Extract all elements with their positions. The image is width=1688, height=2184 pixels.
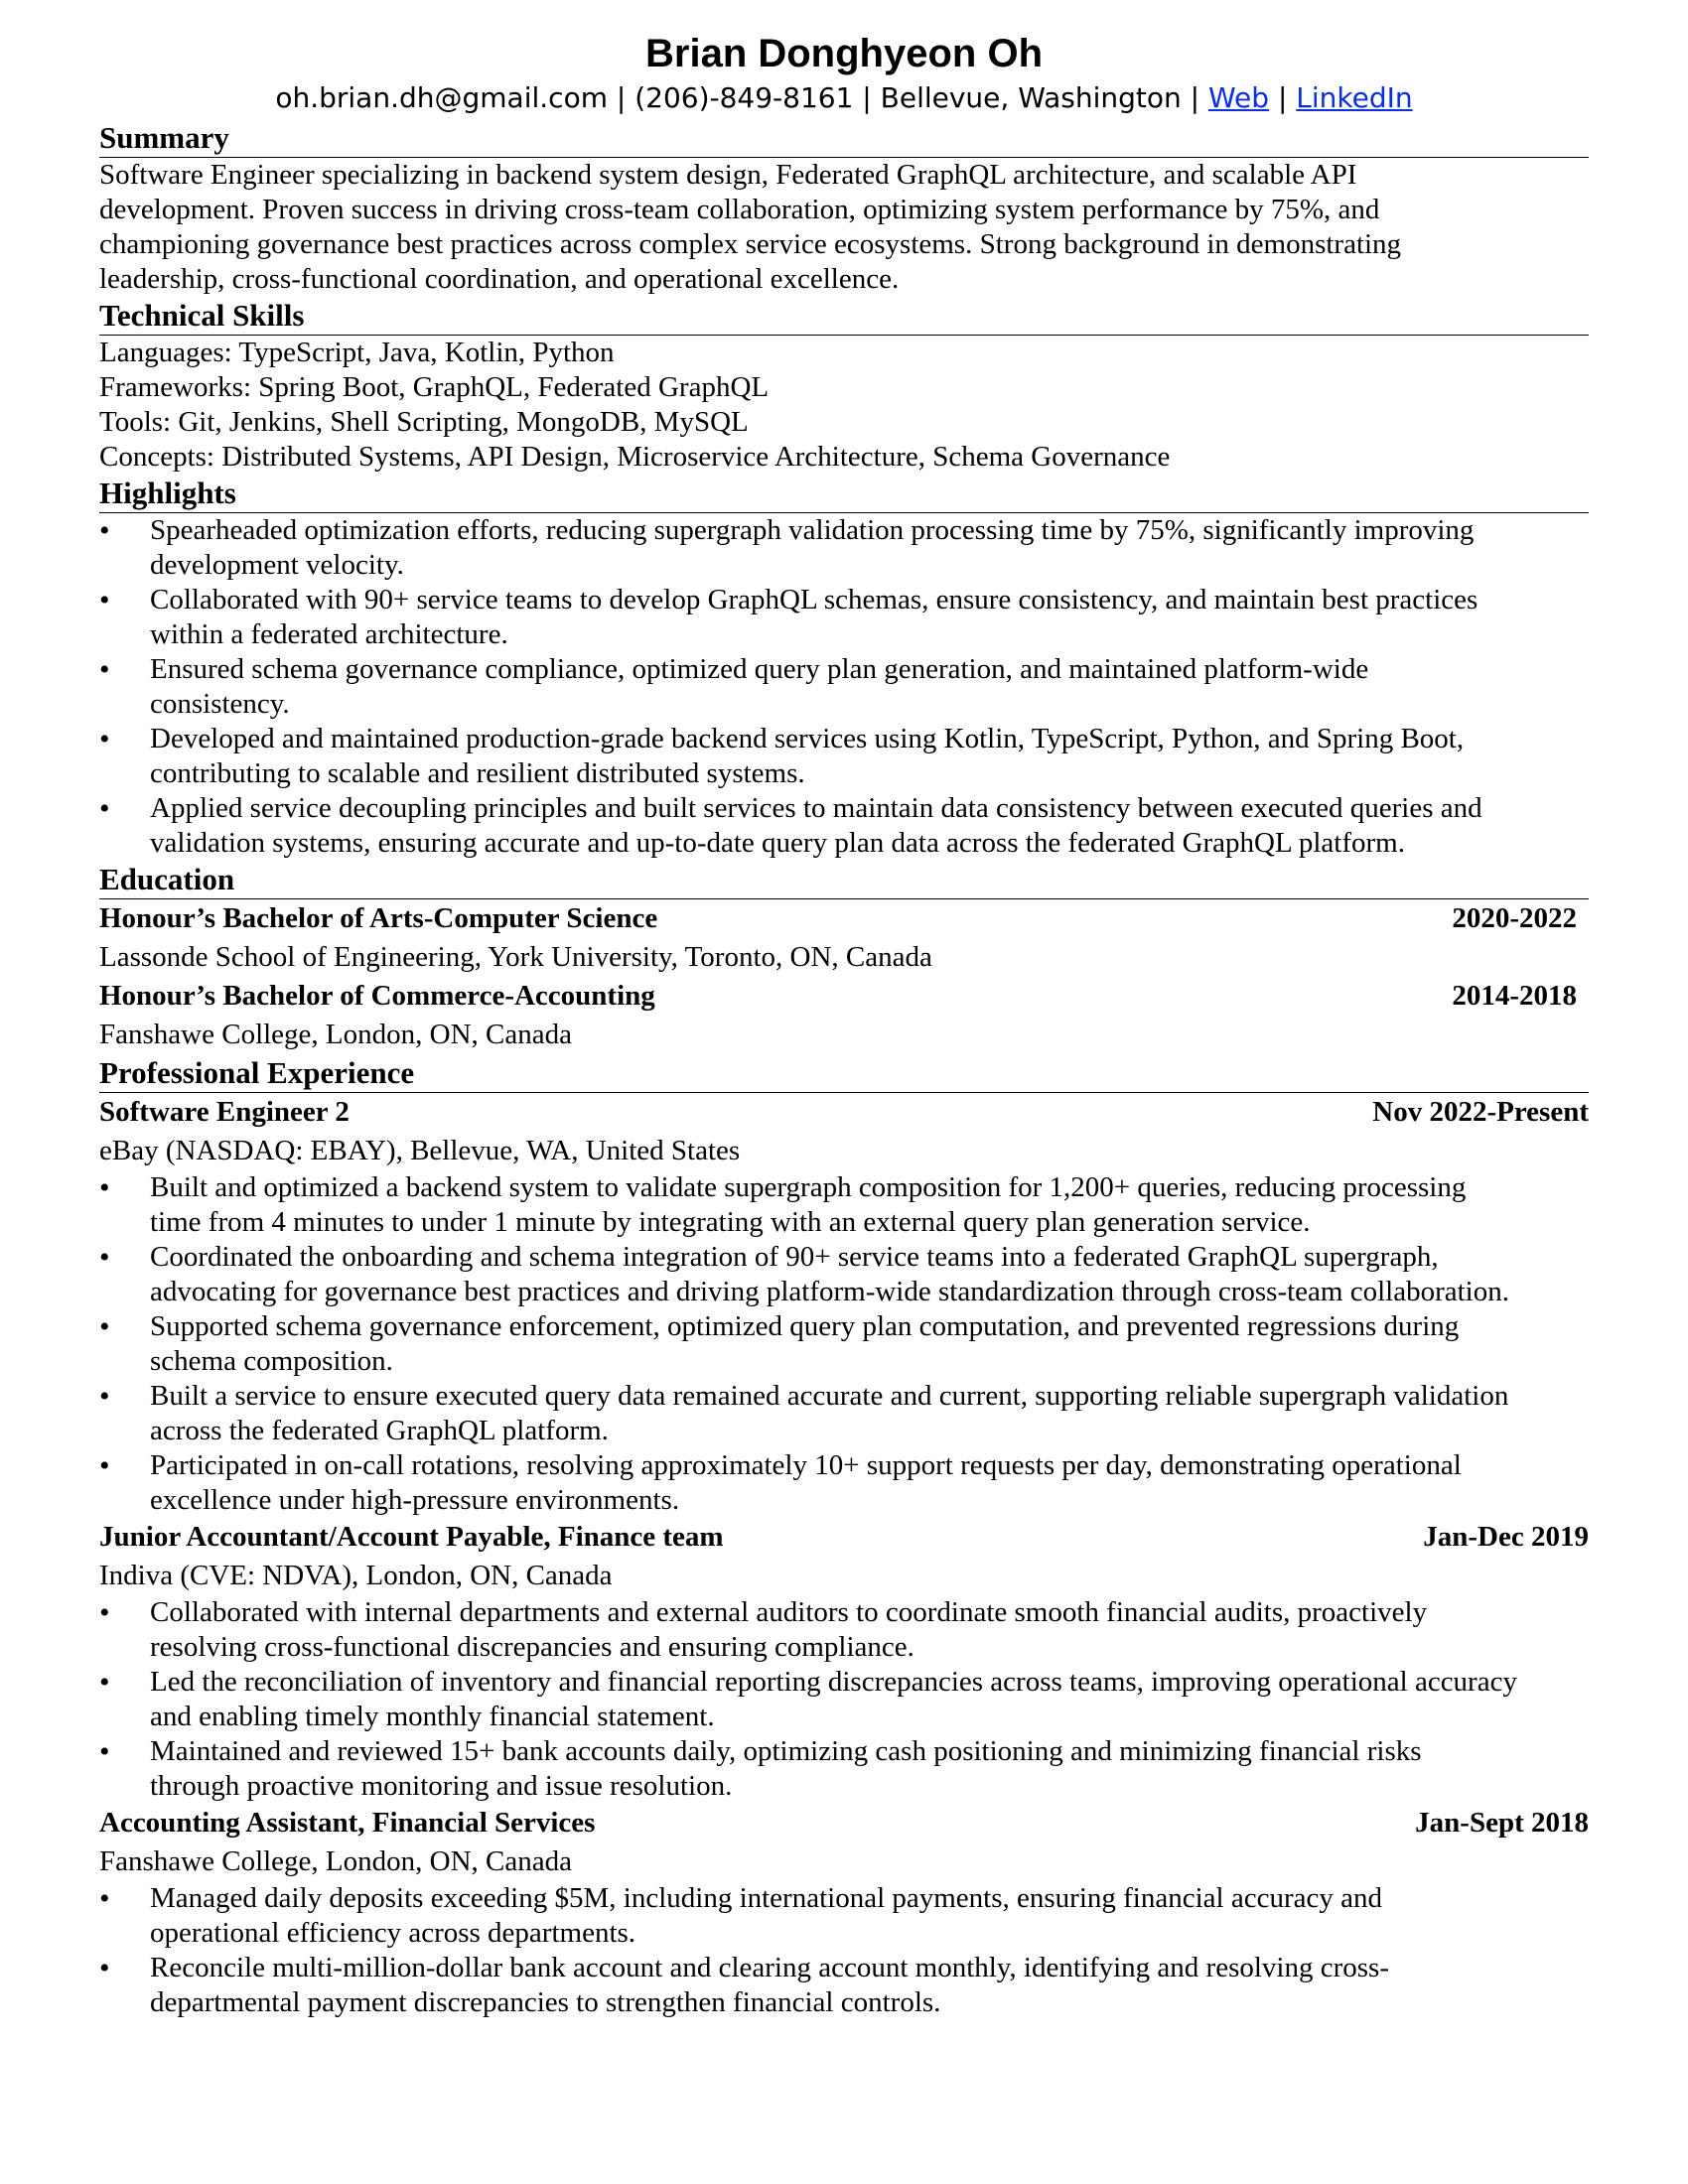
web-link[interactable]: Web — [1208, 81, 1270, 114]
bullet-line: • Reconcile multi-million-dollar bank account and clearing account monthly, identifying and resolving cross- — [150, 1952, 1389, 1983]
bullet-line: • Coordinated the onboarding and schema integration of 90+ service teams into a federated GraphQL supergraph, — [150, 1241, 1439, 1273]
list-item — [99, 722, 1589, 791]
job-dates: Jan-Dec 2019 — [1423, 1521, 1589, 1553]
list-item — [99, 791, 1589, 861]
skills-tools: Tools: Git, Jenkins, Shell Scripting, MongoDB, MySQL — [99, 406, 749, 438]
section-title-highlights: Highlights — [99, 475, 1589, 513]
summary-text — [99, 158, 1589, 297]
list-item — [99, 652, 1589, 722]
contact-details: oh.brian.dh@gmail.com | (206)-849-8161 | Bellevue, Washington | — [275, 81, 1200, 114]
skills-frameworks: Frameworks: Spring Boot, GraphQL, Federated GraphQL — [99, 371, 770, 403]
list-item — [99, 1379, 1589, 1448]
summary-line: development. Proven success in driving cross-team collaboration, optimizing system performance by 75%, and — [99, 194, 1380, 225]
contact-separator: | — [1277, 81, 1288, 114]
summary-line: leadership, cross-functional coordination, and operational excellence. — [99, 263, 900, 295]
skills-languages: Languages: TypeScript, Java, Kotlin, Python — [99, 337, 615, 368]
bullet-line: advocating for governance best practices and driving platform-wide standardization through cross-team collaboration. — [150, 1276, 1509, 1307]
bullet-line: • Spearheaded optimization efforts, reducing supergraph validation processing time by 75%, significantly improving — [150, 514, 1475, 546]
list-item — [99, 1595, 1589, 1665]
section-title-skills: Technical Skills — [99, 297, 1589, 336]
bullet-line: departmental payment discrepancies to strengthen financial controls. — [150, 1986, 941, 2018]
bullet-line: • Built and optimized a backend system to validate supergraph composition for 1,200+ queries, reducing processing — [150, 1171, 1467, 1203]
education-heading — [99, 899, 1577, 938]
skills-list — [99, 336, 1589, 475]
list-item — [99, 1951, 1589, 2020]
bullet-line: time from 4 minutes to under 1 minute by integrating with an external query plan generation service. — [150, 1206, 1311, 1238]
section-title-experience: Professional Experience — [99, 1054, 1589, 1093]
bullet-line: • Collaborated with internal departments and external auditors to coordinate smooth financial audits, proactively — [150, 1596, 1428, 1628]
bullet-line: • Participated in on-call rotations, resolving approximately 10+ support requests per day, demonstrating operational — [150, 1449, 1462, 1481]
bullet-line: within a federated architecture. — [150, 618, 508, 650]
contact-line — [99, 79, 1589, 117]
skills-concepts: Concepts: Distributed Systems, API Design, Microservice Architecture, Schema Governance — [99, 441, 1171, 473]
job-dates: Jan-Sept 2018 — [1415, 1807, 1589, 1839]
degree-title: Honour’s Bachelor of Commerce-Accounting — [99, 980, 655, 1012]
education-entry — [99, 977, 1589, 1054]
job-bullets — [99, 1170, 1589, 1518]
bullet-line: across the federated GraphQL platform. — [150, 1415, 609, 1446]
degree-dates: 2014-2018 — [1452, 980, 1577, 1012]
job-entry — [99, 1093, 1589, 1518]
linkedin-link[interactable]: LinkedIn — [1296, 81, 1413, 114]
degree-dates: 2020-2022 — [1452, 902, 1577, 934]
bullet-line: contributing to scalable and resilient distributed systems. — [150, 757, 805, 789]
list-item — [99, 513, 1589, 583]
resume-page — [99, 28, 1589, 2020]
job-heading — [99, 1518, 1589, 1557]
job-bullets — [99, 1881, 1589, 2020]
list-item — [99, 1240, 1589, 1309]
bullet-line: • Led the reconciliation of inventory and financial reporting discrepancies across teams, improving operational accuracy — [150, 1666, 1517, 1698]
bullet-line: • Collaborated with 90+ service teams to develop GraphQL schemas, ensure consistency, and maintain best practices — [150, 584, 1478, 615]
school-name: Lassonde School of Engineering, York University, Toronto, ON, Canada — [99, 941, 932, 973]
summary-line: championing governance best practices across complex service ecosystems. Strong background in demonstrating — [99, 228, 1402, 260]
bullet-line: • Ensured schema governance compliance, optimized query plan generation, and maintained platform-wide — [150, 653, 1369, 685]
highlights-list — [99, 513, 1589, 861]
list-item — [99, 583, 1589, 652]
candidate-name: Brian Donghyeon Oh — [645, 32, 1043, 75]
job-entry — [99, 1518, 1589, 1804]
bullet-line: • Managed daily deposits exceeding $5M, including international payments, ensuring financial accuracy and — [150, 1882, 1382, 1914]
job-bullets — [99, 1595, 1589, 1804]
bullet-line: schema composition. — [150, 1345, 393, 1377]
job-company: Indiva (CVE: NDVA), London, ON, Canada — [99, 1560, 613, 1591]
job-heading — [99, 1093, 1589, 1132]
job-role: Software Engineer 2 — [99, 1096, 350, 1128]
summary-line: Software Engineer specializing in backend system design, Federated GraphQL architecture, and scalable API — [99, 159, 1357, 191]
bullet-line: validation systems, ensuring accurate and up-to-date query plan data across the federated GraphQL platform. — [150, 827, 1405, 859]
job-dates: Nov 2022-Present — [1372, 1096, 1589, 1128]
bullet-line: through proactive monitoring and issue resolution. — [150, 1770, 733, 1802]
bullet-line: consistency. — [150, 688, 290, 720]
section-title-education: Education — [99, 861, 1589, 899]
bullet-line: and enabling timely monthly financial statement. — [150, 1701, 715, 1732]
job-role: Accounting Assistant, Financial Services — [99, 1807, 596, 1839]
list-item — [99, 1881, 1589, 1951]
job-role: Junior Accountant/Account Payable, Finance team — [99, 1521, 724, 1553]
bullet-line: • Supported schema governance enforcement, optimized query plan computation, and prevented regressions during — [150, 1310, 1460, 1342]
school-name: Fanshawe College, London, ON, Canada — [99, 1019, 572, 1050]
bullet-line: resolving cross-functional discrepancies and ensuring compliance. — [150, 1631, 914, 1663]
bullet-line: excellence under high-pressure environments. — [150, 1484, 680, 1516]
degree-title: Honour’s Bachelor of Arts-Computer Science — [99, 902, 658, 934]
section-title-summary: Summary — [99, 119, 1589, 158]
list-item — [99, 1170, 1589, 1240]
bullet-line: operational efficiency across departments. — [150, 1917, 636, 1949]
education-entry — [99, 899, 1589, 977]
list-item — [99, 1734, 1589, 1804]
job-heading — [99, 1804, 1589, 1843]
bullet-line: • Maintained and reviewed 15+ bank accounts daily, optimizing cash positioning and minimizing financial risks — [150, 1735, 1422, 1767]
list-item — [99, 1665, 1589, 1734]
bullet-line: • Built a service to ensure executed query data remained accurate and current, supporting reliable supergraph validation — [150, 1380, 1509, 1412]
bullet-line: • Applied service decoupling principles and built services to maintain data consistency between executed queries and — [150, 792, 1482, 824]
job-company: eBay (NASDAQ: EBAY), Bellevue, WA, United States — [99, 1135, 741, 1166]
job-company: Fanshawe College, London, ON, Canada — [99, 1845, 572, 1877]
bullet-line: • Developed and maintained production-grade backend services using Kotlin, TypeScript, Python, and Spring Boot, — [150, 723, 1465, 754]
education-heading — [99, 977, 1577, 1016]
list-item — [99, 1448, 1589, 1518]
list-item — [99, 1309, 1589, 1379]
job-entry — [99, 1804, 1589, 2020]
bullet-line: development velocity. — [150, 549, 404, 581]
